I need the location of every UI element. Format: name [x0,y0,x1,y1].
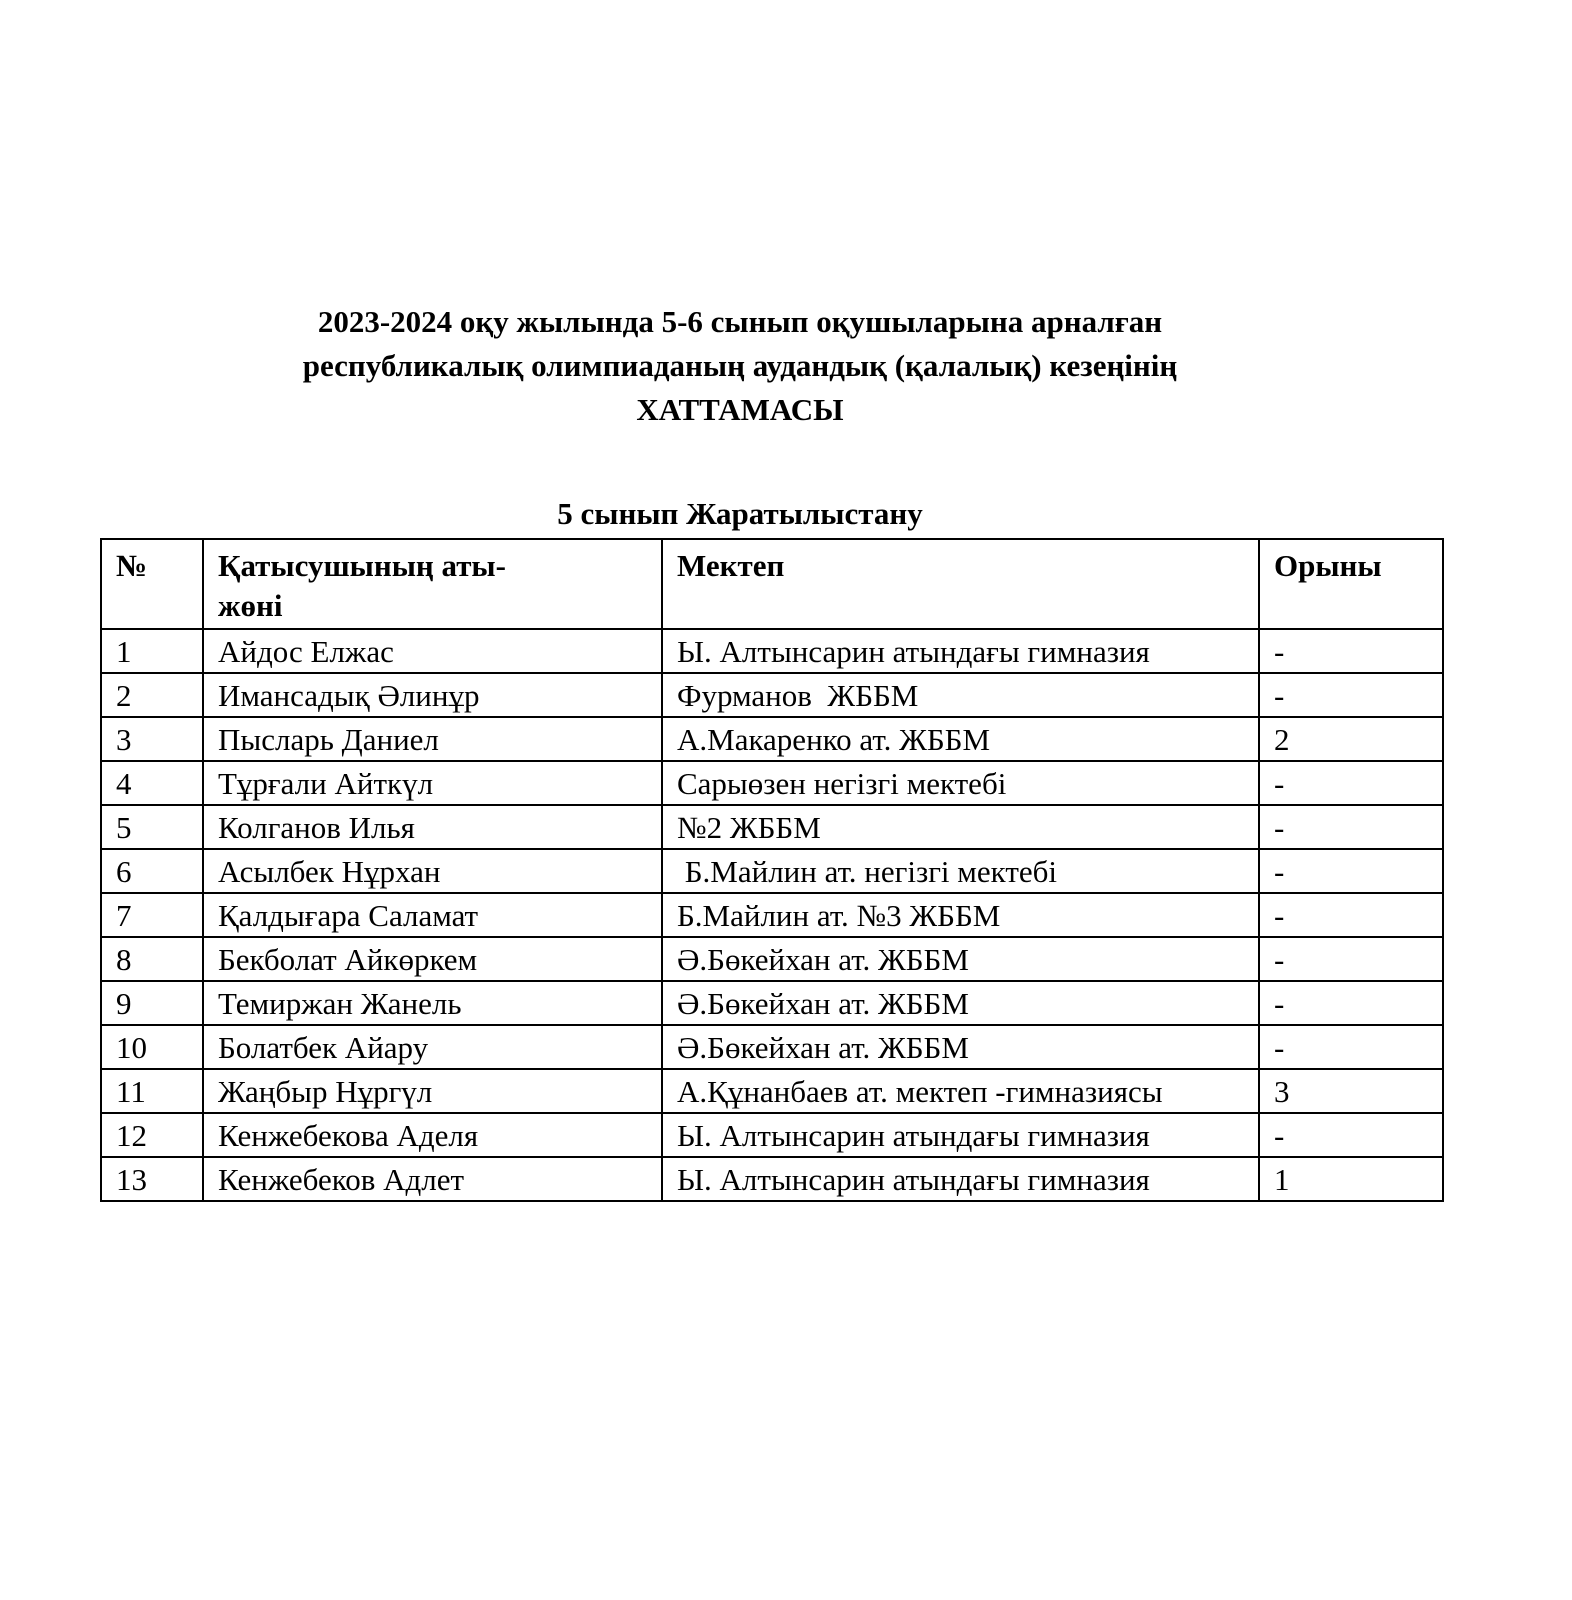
cell-place: - [1259,1025,1443,1069]
cell-name: Тұрғали Айткүл [203,761,662,805]
header-num: № [101,539,203,629]
cell-num: 13 [101,1157,203,1201]
cell-school: Ә.Бөкейхан ат. ЖББМ [662,1025,1259,1069]
cell-place: - [1259,805,1443,849]
cell-num: 2 [101,673,203,717]
cell-school: Фурманов ЖББМ [662,673,1259,717]
cell-num: 9 [101,981,203,1025]
results-table [100,538,1444,1202]
table-row [101,717,1443,761]
table-row [101,849,1443,893]
title-line-3: ХАТТАМАСЫ [636,392,844,427]
table-body [101,629,1443,1201]
cell-place: - [1259,849,1443,893]
cell-school: Б.Майлин ат. №3 ЖББМ [662,893,1259,937]
cell-name: Асылбек Нұрхан [203,849,662,893]
cell-place: - [1259,1113,1443,1157]
cell-name: Қалдығара Саламат [203,893,662,937]
cell-name: Бекболат Айкөркем [203,937,662,981]
cell-num: 7 [101,893,203,937]
header-place: Орыны [1259,539,1443,629]
table-row [101,805,1443,849]
cell-school: Б.Майлин ат. негізгі мектебі [662,849,1259,893]
cell-school: Ы. Алтынсарин атындағы гимназия [662,1113,1259,1157]
cell-school: Ә.Бөкейхан ат. ЖББМ [662,937,1259,981]
cell-place: - [1259,937,1443,981]
cell-place: - [1259,673,1443,717]
table-row [101,1113,1443,1157]
cell-school: №2 ЖББМ [662,805,1259,849]
cell-num: 3 [101,717,203,761]
cell-name: Колганов Илья [203,805,662,849]
table-row [101,1157,1443,1201]
cell-name: Айдос Елжас [203,629,662,673]
document-title [0,300,1480,432]
cell-num: 11 [101,1069,203,1113]
table-row [101,937,1443,981]
table-row [101,893,1443,937]
title-line-1: 2023-2024 оқу жылында 5-6 сынып оқушыларына арналған [317,304,1163,339]
cell-num: 8 [101,937,203,981]
table-row [101,1069,1443,1113]
table-row [101,761,1443,805]
cell-place: - [1259,893,1443,937]
cell-place: - [1259,629,1443,673]
cell-name: Пысларь Даниел [203,717,662,761]
cell-school: Ы. Алтынсарин атындағы гимназия [662,1157,1259,1201]
header-school: Мектеп [662,539,1259,629]
cell-school: Ы. Алтынсарин атындағы гимназия [662,629,1259,673]
cell-num: 6 [101,849,203,893]
cell-name: Болатбек Айару [203,1025,662,1069]
cell-name: Темиржан Жанель [203,981,662,1025]
cell-school: Сарыөзен негізгі мектебі [662,761,1259,805]
cell-place: - [1259,761,1443,805]
header-name: Қатысушының аты-жөні [203,539,662,629]
table-row [101,981,1443,1025]
table-row [101,629,1443,673]
table-row [101,673,1443,717]
cell-place: - [1259,981,1443,1025]
cell-school: А.Құнанбаев ат. мектеп -гимназиясы [662,1069,1259,1113]
title-line-2: республикалық олимпиаданың аудандық (қалалық) кезеңінің [302,348,1178,383]
document-subtitle: 5 сынып Жаратылыстану [557,496,923,531]
table-header-row [101,539,1443,629]
cell-place: 1 [1259,1157,1443,1201]
cell-name: Кенжебекова Аделя [203,1113,662,1157]
cell-name: Имансадық Әлинұр [203,673,662,717]
cell-place: 2 [1259,717,1443,761]
cell-place: 3 [1259,1069,1443,1113]
cell-num: 5 [101,805,203,849]
cell-school: А.Макаренко ат. ЖББМ [662,717,1259,761]
cell-name: Жаңбыр Нұргүл [203,1069,662,1113]
cell-num: 10 [101,1025,203,1069]
cell-num: 1 [101,629,203,673]
cell-school: Ә.Бөкейхан ат. ЖББМ [662,981,1259,1025]
table-row [101,1025,1443,1069]
cell-num: 4 [101,761,203,805]
cell-name: Кенжебеков Адлет [203,1157,662,1201]
cell-num: 12 [101,1113,203,1157]
